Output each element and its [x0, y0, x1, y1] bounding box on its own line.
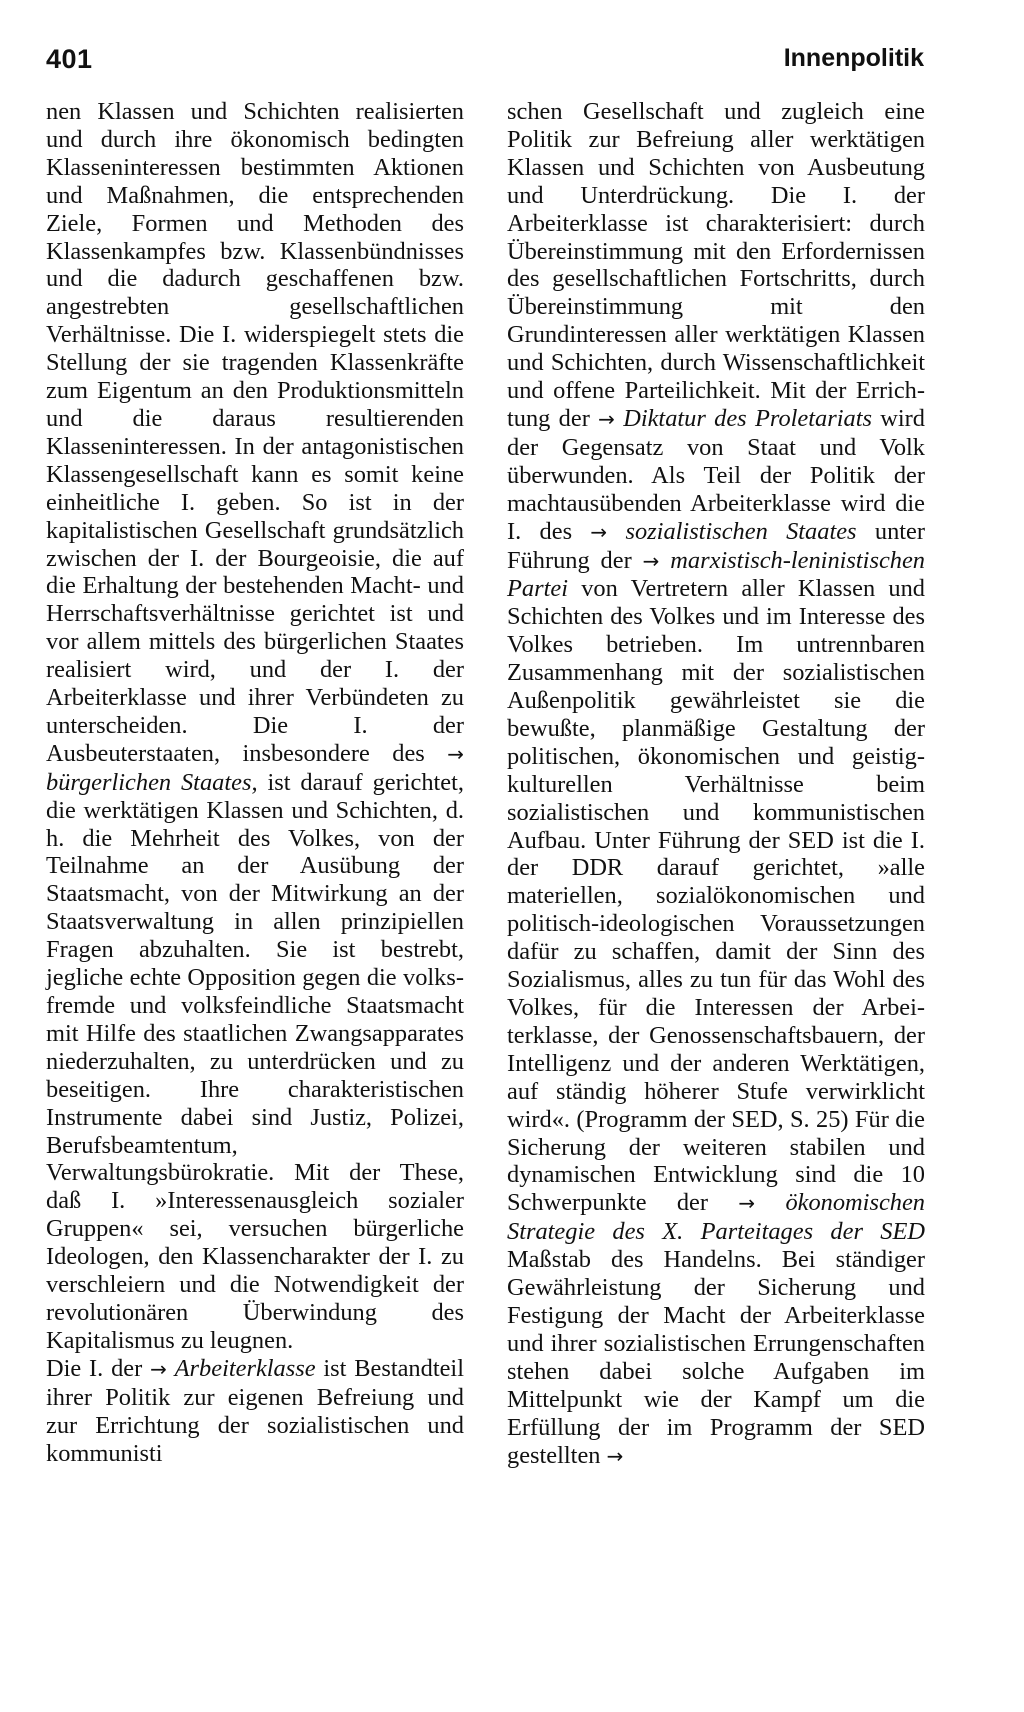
cross-reference-arrow-icon: → [447, 741, 464, 766]
cross-reference-oekonomische-strategie[interactable]: ökonomischen Strategie des X. Parteitages der SED [507, 1189, 925, 1246]
right-paragraph-1 [507, 98, 925, 1470]
right-text-c: unter Führung der [507, 517, 925, 574]
left-column [46, 98, 464, 1467]
cross-reference-arrow-icon: → [598, 406, 615, 431]
right-column [507, 98, 925, 1470]
cross-reference-buergerlicher-staat[interactable]: bürgerlichen Staates, [46, 768, 258, 796]
page-number: 401 [46, 44, 93, 74]
page-header [46, 44, 924, 80]
right-text-a: schen Gesellschaft und zugleich eine Politik zur Befreiung aller werktätigen Klassen und Schichten von Ausbeutung und Unterdrückung. Die I. der Arbeiterklasse ist charakterisiert: durch Übereinstimmung mit den Erfordernissen des gesellschaftlichen Fortschritts, durch Übereinstimmung mit den Grundinteressen aller werktätigen Klassen und Schichten, durch Wissenschaftlichkeit und offene Parteilichkeit. Mit der Errichtung der [507, 98, 925, 432]
right-text-b: wird der Gegensatz von Staat und Volk überwunden. Als Teil der Politik der machtausübenden Arbeiterklasse wird die I. des [507, 404, 925, 545]
left-text-1a: nen Klassen und Schichten realisierten und durch ihre ökonomisch bedingten Klasseninteressen bestimmten Aktionen und Maßnahmen, die entsprechenden Ziele, Formen und Methoden des Klassenkampfes bzw. Klassenbündnisses und die dadurch geschaffenen bzw. angestrebten gesellschaftlichen Verhältnisse. Die I. widerspiegelt stets die Stellung der sie tragenden Klassenkräfte zum Eigentum an den Produktionsmitteln und die daraus resultierenden Klasseninteressen. In der antagonistischen Klassengesellschaft kann es somit keine einheitliche I. geben. So ist in der kapitalistischen Gesellschaft grundsätzlich zwischen der I. der Bourgeoisie, die auf die Erhaltung der bestehenden Macht- und Herrschaftsverhältnisse gerichtet ist und vor allem mittels des bürgerlichen Staates realisiert wird, und der I. der Arbeiterklasse und ihrer Verbündeten zu unterscheiden. Die I. der Ausbeuterstaaten, insbesondere des [46, 98, 464, 767]
cross-reference-arrow-icon: → [642, 548, 660, 573]
cross-reference-arrow-icon: → [590, 519, 608, 544]
left-paragraph-2 [46, 1355, 464, 1468]
running-head: Innenpolitik [783, 44, 924, 72]
right-text-d: von Vertretern aller Klassen und Schichten des Volkes und im Interesse des Volkes betrieben. Im untrennbaren Zusammenhang mit der sozialistischen Außenpolitik gewährleistet sie die bewußte, planmäßige Gestaltung der politischen, ökonomischen und geistig-kulturellen Verhältnisse beim sozialistischen und kommunistischen Aufbau. Unter Führung der SED ist die I. der DDR darauf gerichtet, »alle materiellen, sozialökonomischen und politisch-ideologischen Voraussetzungen dafür zu schaffen, damit der Sinn des Sozialismus, alles zu tun für das Wohl des Volkes, für die Interessen der Arbeiterklasse, der Genossenschaftsbauern, der Intelligenz und der anderen Werktätigen, auf ständig höherer Stufe verwirklicht wird«. (Programm der SED, S. 25) Für die Sicherung der weiteren stabilen und dynamischen Entwicklung sind die 10 Schwerpunkte der [507, 575, 925, 1217]
cross-reference-arbeiterklasse[interactable]: Arbeiterklasse [174, 1354, 316, 1382]
cross-reference-sozialistischer-staat[interactable]: sozialistischen Staates [625, 517, 857, 545]
left-text-2a: Die I. der [46, 1354, 151, 1382]
left-text-2b: ist Bestandteil ihrer Politik zur eigenen Befreiung und zur Errichtung der sozialistischen und kommunisti [46, 1354, 464, 1467]
cross-reference-arrow-icon: → [606, 1443, 624, 1468]
cross-reference-arrow-icon: → [150, 1356, 167, 1381]
cross-reference-marxistisch-leninistische-partei[interactable]: marxistisch-leninistischen Partei [507, 546, 925, 603]
left-paragraph-1 [46, 98, 464, 1355]
cross-reference-diktatur-des-proletariats[interactable]: Diktatur des Proletariats [623, 404, 872, 432]
cross-reference-arrow-icon: → [738, 1191, 756, 1216]
right-text-e: Maßstab des Handelns. Bei ständiger Gewährleistung der Sicherung und Festigung der Macht der Arbeiterklasse und ihrer sozialistischen Errungenschaften stehen dabei solche Aufgaben im Mittelpunkt wie der Kampf um die Erfüllung der im Programm der SED gestellten [507, 1246, 925, 1469]
left-text-1b: ist darauf gerichtet, die werktätigen Klassen und Schichten, d. h. die Mehrheit des Volkes, von der Teilnahme an der Ausübung der Staatsmacht, von der Mitwirkung an der Staatsverwaltung in allen prinzipiellen Fragen abzuhalten. Sie ist bestrebt, jegliche echte Opposition gegen die volksfremde und volksfeindliche Staatsmacht mit Hilfe des staatlichen Zwangsapparates niederzuhalten, zu unterdrücken und zu beseitigen. Ihre charakteristischen Instrumente dabei sind Justiz, Polizei, Berufsbeamtentum, Verwaltungsbürokratie. Mit der These, daß I. »Interessenausgleich sozialer Gruppen« sei, versuchen bürgerliche Ideologen, den Klassencharakter der I. zu verschleiern und die Notwendigkeit der revolutionären Überwindung des Kapitalismus zu leugnen. [46, 768, 464, 1354]
